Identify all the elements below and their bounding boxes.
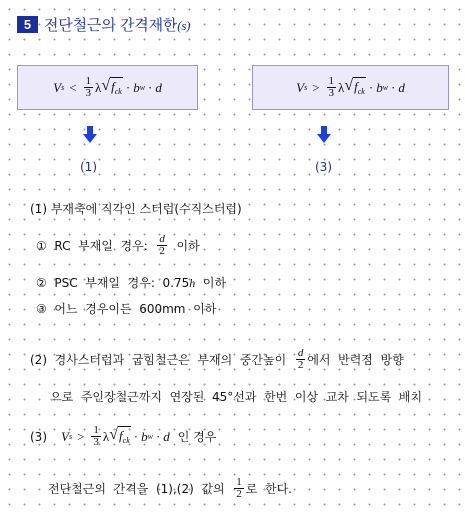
formula-b-sub: w <box>382 83 389 92</box>
ref-label-right: (3) <box>315 160 332 174</box>
fraction-denominator: 2 <box>159 245 165 257</box>
item3-line2 <box>48 477 292 500</box>
item3-line2-suffix: 로 한다. <box>245 482 292 496</box>
item2-line1-prefix: (2) 경사스터럽과 굽힘철근은 부재의 중간높이 <box>30 353 294 367</box>
item1-a-prefix: ① RC 부재일 경우: <box>36 239 156 253</box>
item1-b <box>36 274 226 291</box>
item3-label: (3) <box>30 429 47 444</box>
fraction-numerator: 1 <box>93 424 99 436</box>
formula-fraction <box>84 76 94 99</box>
item3-fraction <box>234 477 244 500</box>
item1-c: ③ 어느 경우이든 600mm 이하 <box>36 302 217 316</box>
down-arrow-icon <box>83 126 97 149</box>
section-title-text: 전단철근의 간격제한 <box>44 16 178 34</box>
formula-relation: > <box>77 428 85 444</box>
formula-lhs: V <box>296 79 305 95</box>
down-arrow-icon <box>317 126 331 149</box>
section-number-badge: 5 <box>17 16 38 33</box>
item2-line1-suffix: 에서 반력점 방향 <box>307 353 404 367</box>
formula-lhs-sub: s <box>304 83 308 92</box>
item1-b-suffix: 이하 <box>195 276 227 290</box>
fraction-denominator: 3 <box>328 87 335 99</box>
item1-a-suffix: 이하 <box>168 239 200 253</box>
formula-lambda: λ <box>95 79 102 95</box>
formula-sqrt: √ $f_{ck}$ <box>109 426 131 448</box>
formula-lhs-sub: s <box>68 432 73 441</box>
formula-box-right: V s > $\frac{1}{3}$ λ √ $f_{ck}$ · b w · d <box>252 65 449 110</box>
item2-line2: 으로 주인장철근까지 연장된 45°선과 한번 이상 교차 되도록 배치 <box>50 390 423 404</box>
formula-d: d <box>163 428 170 444</box>
item3-line2-prefix: 전단철근의 간격을 (1),(2) 값의 <box>48 482 233 496</box>
formula-root: f <box>119 427 123 443</box>
formula-lhs-sub: s <box>61 83 65 92</box>
formula-sqrt: √ $f_{ck}$ <box>101 77 123 99</box>
fraction-numerator: d <box>297 347 304 359</box>
fraction-numerator: 1 <box>328 75 335 87</box>
fraction-denominator: 2 <box>297 359 304 371</box>
fraction-numerator: 1 <box>236 476 242 488</box>
formula-root: f <box>111 78 115 94</box>
fraction-numerator: 1 <box>85 75 92 87</box>
formula-b: b <box>141 428 148 444</box>
formula-fraction <box>91 425 101 448</box>
formula-root-sub: ck <box>114 86 122 96</box>
formula-root-sub: ck <box>357 86 365 96</box>
formula-d: d <box>398 79 405 95</box>
section-title <box>44 14 190 35</box>
fraction-denominator: 3 <box>93 436 99 448</box>
formula-lambda: λ <box>338 79 345 95</box>
item1-b-var: h <box>189 276 196 290</box>
item3-formula: V s > $\frac{1}{3}$ λ √ $f_{ck}$ · b w · d <box>61 424 170 448</box>
fraction-denominator: 3 <box>85 87 92 99</box>
item2-line1 <box>30 348 404 371</box>
formula-d: d <box>155 79 162 95</box>
fraction-denominator: 2 <box>236 488 242 500</box>
section-title-subscript: (s) <box>177 18 191 33</box>
item2-fraction <box>296 348 306 371</box>
formula-lhs: V <box>53 79 62 95</box>
formula-root-sub: ck <box>122 435 130 445</box>
formula-b-sub: w <box>147 432 153 441</box>
formula-b: b <box>133 79 140 95</box>
formula-sqrt: √ $f_{ck}$ <box>344 77 366 99</box>
item3-suffix: 인 경우 <box>177 430 217 444</box>
item1-a <box>36 234 200 257</box>
formula-relation: > <box>312 79 320 95</box>
item1-b-text: ② PSC 부재일 경우: 0.75 <box>36 276 190 290</box>
item3-line1 <box>30 425 216 448</box>
formula-b-sub: w <box>139 83 146 92</box>
fraction-numerator: d <box>159 233 165 245</box>
formula-b: b <box>376 79 383 95</box>
item1-a-fraction <box>157 234 167 257</box>
formula-box-left: V s < $\frac{1}{3}$ λ √ $f_{ck}$ · b w · d <box>17 65 198 110</box>
formula-lambda: λ <box>102 428 110 444</box>
formula-lhs: V <box>61 428 69 444</box>
item1-heading: (1) 부재축에 직각인 스터럽(수직스터럽) <box>30 202 242 216</box>
formula-fraction <box>327 76 337 99</box>
formula-root: f <box>354 78 358 94</box>
ref-label-left: (1) <box>80 160 97 174</box>
formula-relation: < <box>69 79 77 95</box>
